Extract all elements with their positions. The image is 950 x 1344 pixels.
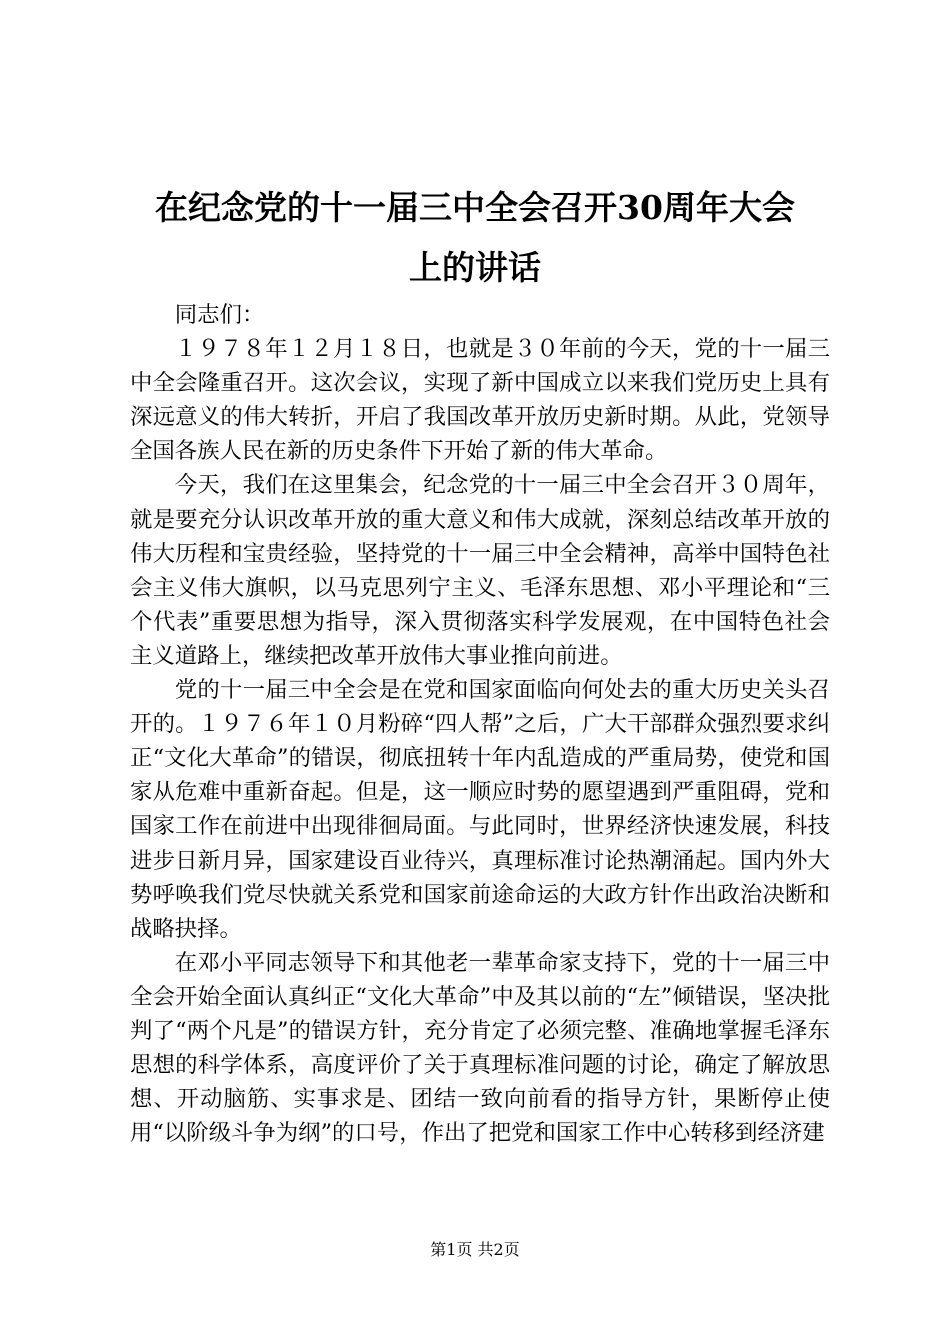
paragraph-3: 党的十一届三中全会是在党和国家面临向何处去的重大历史关头召开的。１９７６年１０月粉碎“四人帮”之后，广大干部群众强烈要求纠正“文化大革命”的错误，彻底扭转十年内乱造成的严重局势，使党和国家从危难中重新奋起。但是，这一顺应时势的愿望遇到严重阻碍，党和国家工作在前进中出现徘徊局面。与此同时，世界经济快速发展，科技进步日新月异，国家建设百业待兴，真理标准讨论热潮涌起。国内外大势呼唤我们党尽快就关系党和国家前途命运的大政方针作出政治决断和战略抉择。 xyxy=(130,677,830,942)
salutation: 同志们： xyxy=(174,302,265,328)
document-title-line-1: 在纪念党的十一届三中全会召开30周年大会 xyxy=(155,188,795,227)
paragraph-2: 今天，我们在这里集会，纪念党的十一届三中全会召开３０周年，就是要充分认识改革开放的重大意义和伟大成就，深刻总结改革开放的伟大历程和宝贵经验，坚持党的十一届三中全会精神，高举中国特色社会主义伟大旗帜，以马克思列宁主义、毛泽东思想、邓小平理论和“三个代表”重要思想为指导，深入贯彻落实科学发展观，在中国特色社会主义道路上，继续把改革开放伟大事业推向前进。 xyxy=(130,472,830,669)
paragraph-4: 在邓小平同志领导下和其他老一辈革命家支持下，党的十一届三中全会开始全面认真纠正“文化大革命”中及其以前的“左”倾错误，坚决批判了“两个凡是”的错误方针，充分肯定了必须完整、准确地掌握毛泽东思想的科学体系，高度评价了关于真理标准问题的讨论，确定了解放思想、开动脑筋、实事求是、团结一致向前看的指导方针，果断停止使用“以阶级斗争为纲”的口号，作出了把党和国家工作中心转移到经济建 xyxy=(130,949,830,1147)
document-body xyxy=(130,298,830,1150)
paragraph-1: １９７８年１２月１８日，也就是３０年前的今天，党的十一届三中全会隆重召开。这次会议，实现了新中国成立以来我们党历史上具有深远意义的伟大转折，开启了我国改革开放历史新时期。从此，党领导全国各族人民在新的历史条件下开始了新的伟大革命。 xyxy=(130,336,830,465)
page-footer: 第1页 共2页 xyxy=(430,1240,520,1259)
document-title-line-2: 上的讲话 xyxy=(409,248,541,287)
